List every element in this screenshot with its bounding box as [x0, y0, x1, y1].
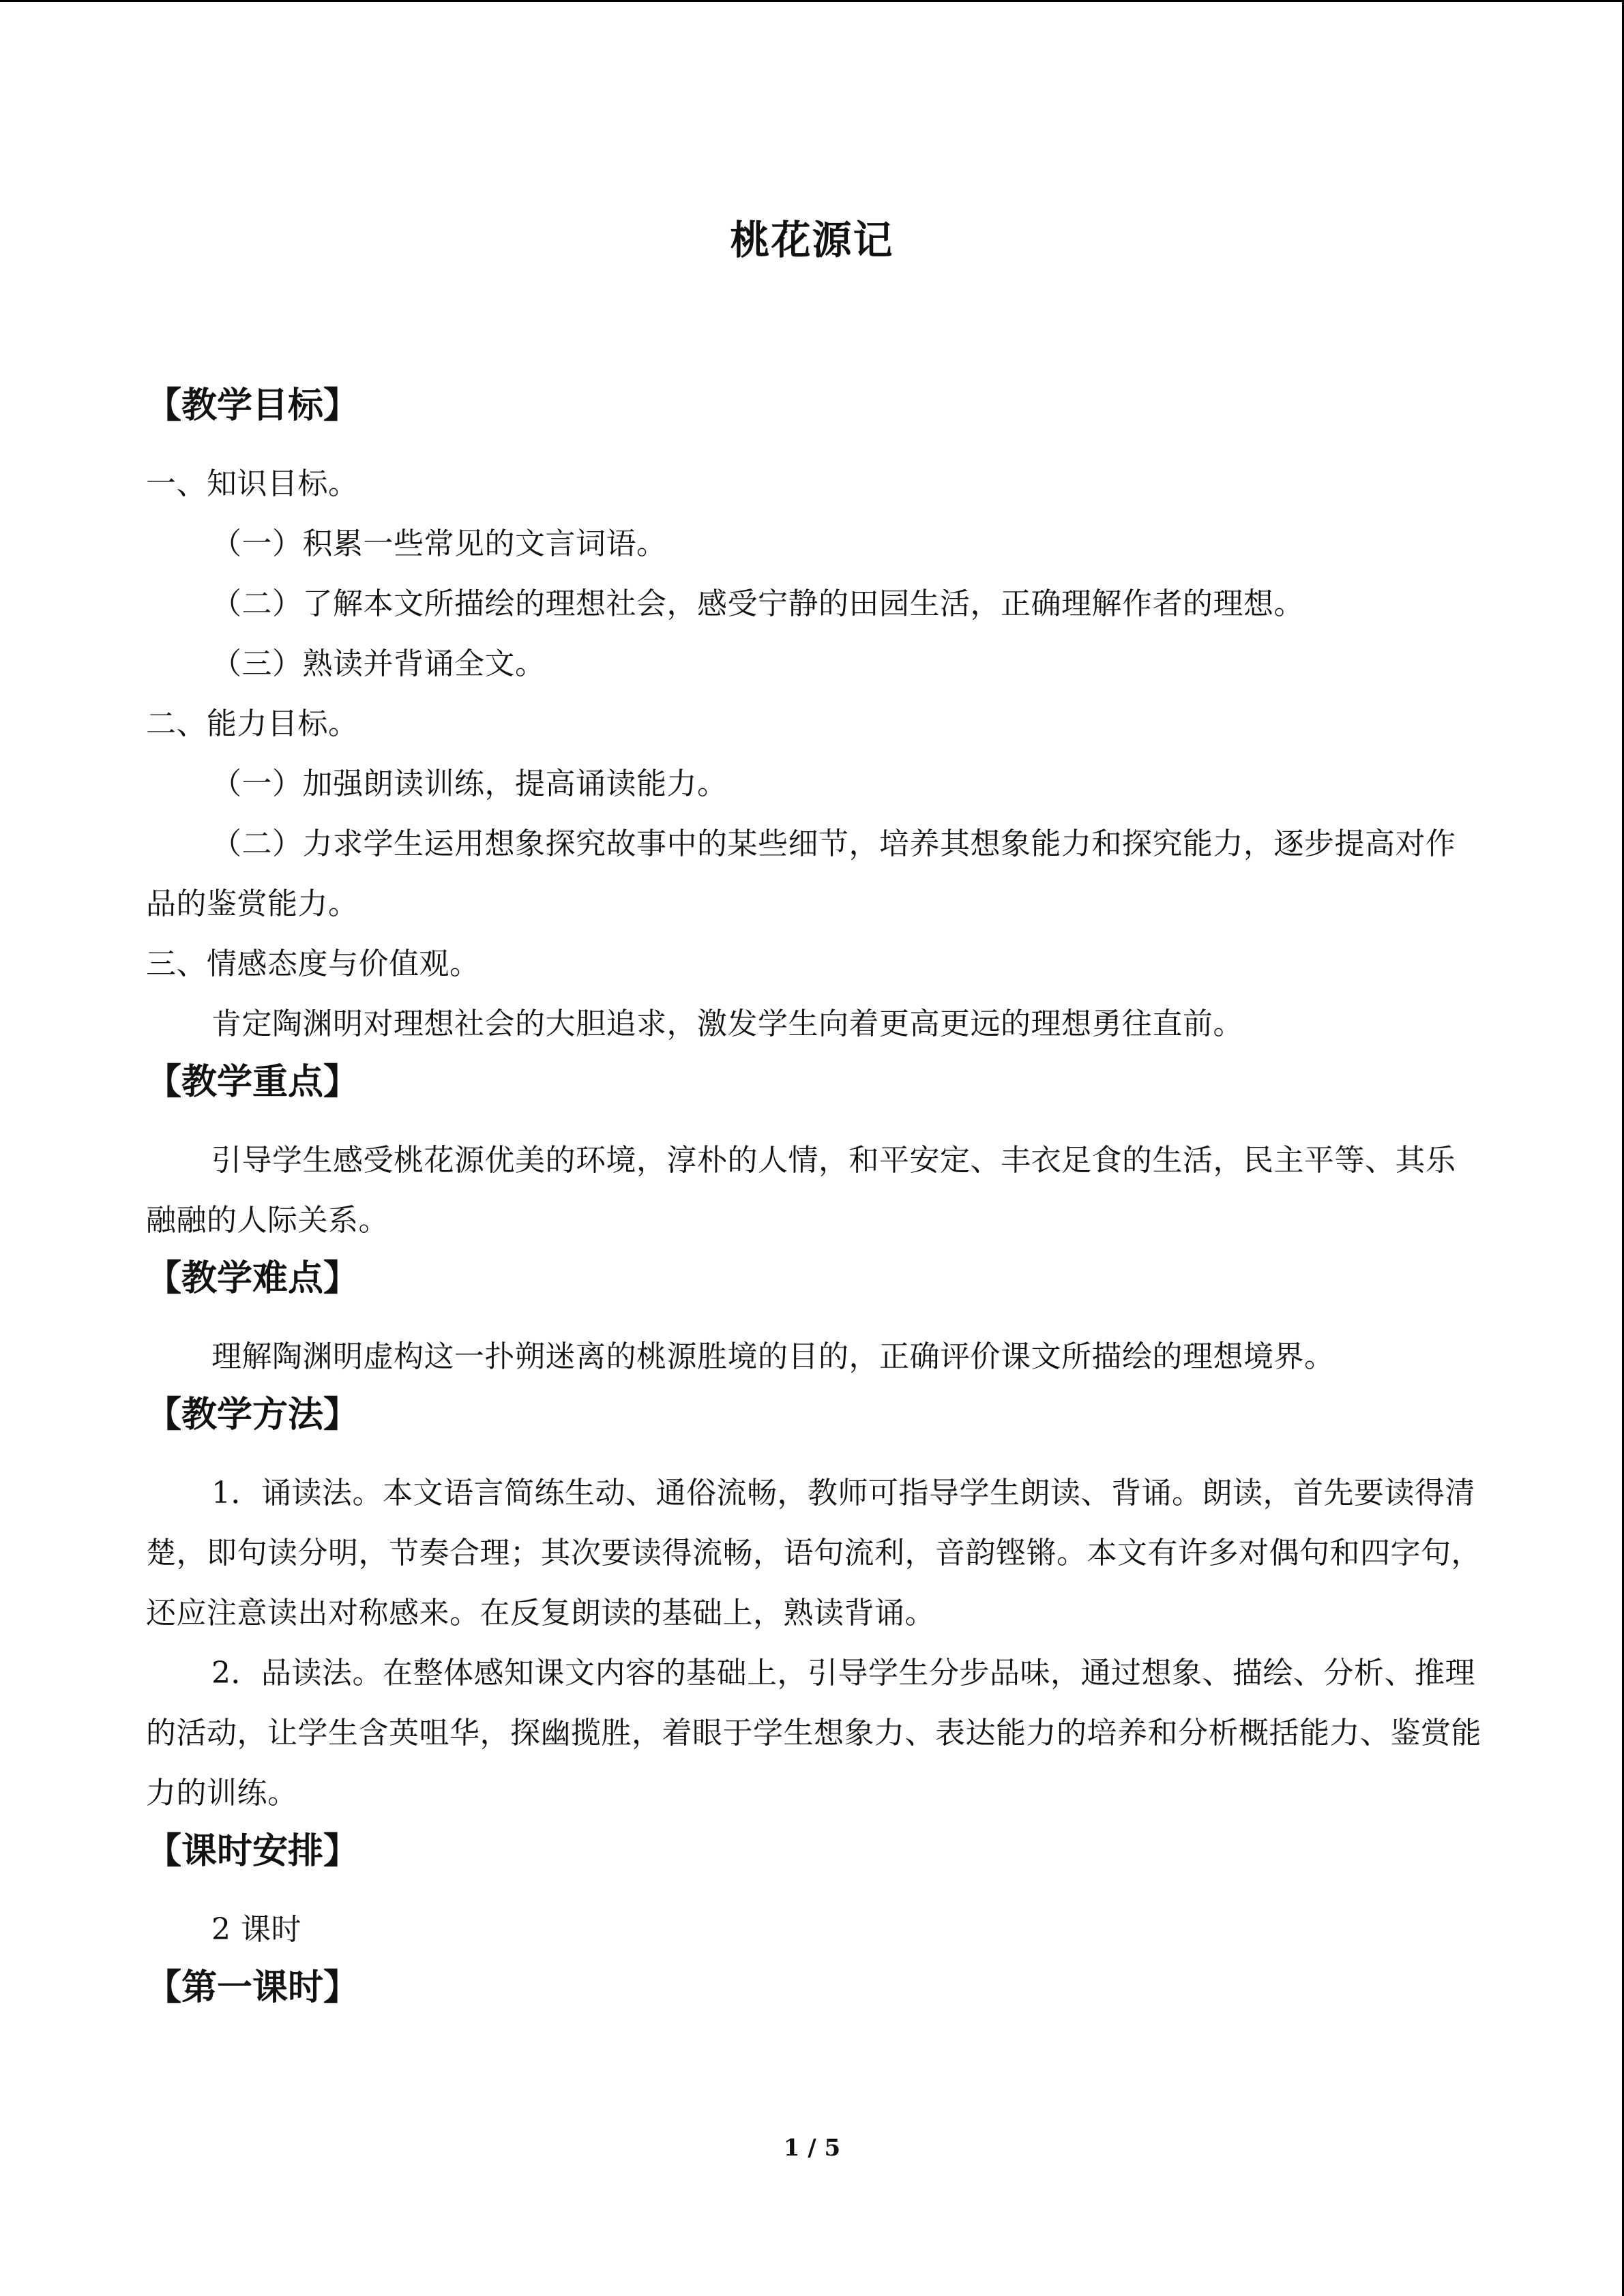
ability-item: （二）力求学生运用想象探究故事中的某些细节，培养其想象能力和探究能力，逐步提高对作品的鉴赏能力。: [146, 826, 1456, 921]
heading-key-points: 【教学重点】: [146, 1062, 359, 1103]
key-points-text: 引导学生感受桃花源优美的环境，淳朴的人情，和平安定、丰衣足食的生活，民主平等、其乐融融的人际关系。: [146, 1143, 1456, 1238]
emotion-objective-text: 肯定陶渊明对理想社会的大胆追求，激发学生向着更高更远的理想勇往直前。: [211, 1007, 1243, 1041]
heading-first-lesson: 【第一课时】: [146, 1967, 359, 2008]
knowledge-item: （三）熟读并背诵全文。: [211, 646, 546, 681]
heading-methods: 【教学方法】: [146, 1395, 359, 1435]
difficulties-text: 理解陶渊明虚构这一扑朔迷离的桃源胜境的目的，正确评价课文所描绘的理想境界。: [211, 1339, 1335, 1374]
document-body: [146, 382, 1483, 2012]
knowledge-item: （二）了解本文所描绘的理想社会，感受宁静的田园生活，正确理解作者的理想。: [211, 586, 1304, 621]
knowledge-item: （一）积累一些常见的文言词语。: [211, 526, 667, 561]
page-number: 1 / 5: [783, 2134, 841, 2162]
ability-objective-label: 二、能力目标。: [146, 706, 359, 741]
ability-item: （一）加强朗读训练，提高诵读能力。: [211, 766, 728, 801]
heading-objectives: 【教学目标】: [146, 385, 359, 426]
schedule-text: 2 课时: [211, 1912, 301, 1947]
method-item: 1．诵读法。本文语言简练生动、通俗流畅，教师可指导学生朗读、背诵。朗读，首先要读得清楚，即句读分明，节奏合理；其次要读得流畅，语句流利，音韵铿锵。本文有许多对偶句和四字句，还应注意读出对称感来。在反复朗读的基础上，熟读背诵。: [146, 1476, 1481, 1630]
heading-schedule: 【课时安排】: [146, 1831, 359, 1872]
method-item: 2．品读法。在整体感知课文内容的基础上，引导学生分步品味，通过想象、描绘、分析、推理的活动，让学生含英咀华，探幽揽胜，着眼于学生想象力、表达能力的培养和分析概括能力、鉴赏能力的训练。: [146, 1656, 1481, 1810]
heading-difficulties: 【教学难点】: [146, 1258, 359, 1299]
knowledge-objective-label: 一、知识目标。: [146, 466, 359, 501]
emotion-objective-label: 三、情感态度与价值观。: [146, 946, 480, 981]
document-title: 桃花源记: [730, 217, 894, 263]
